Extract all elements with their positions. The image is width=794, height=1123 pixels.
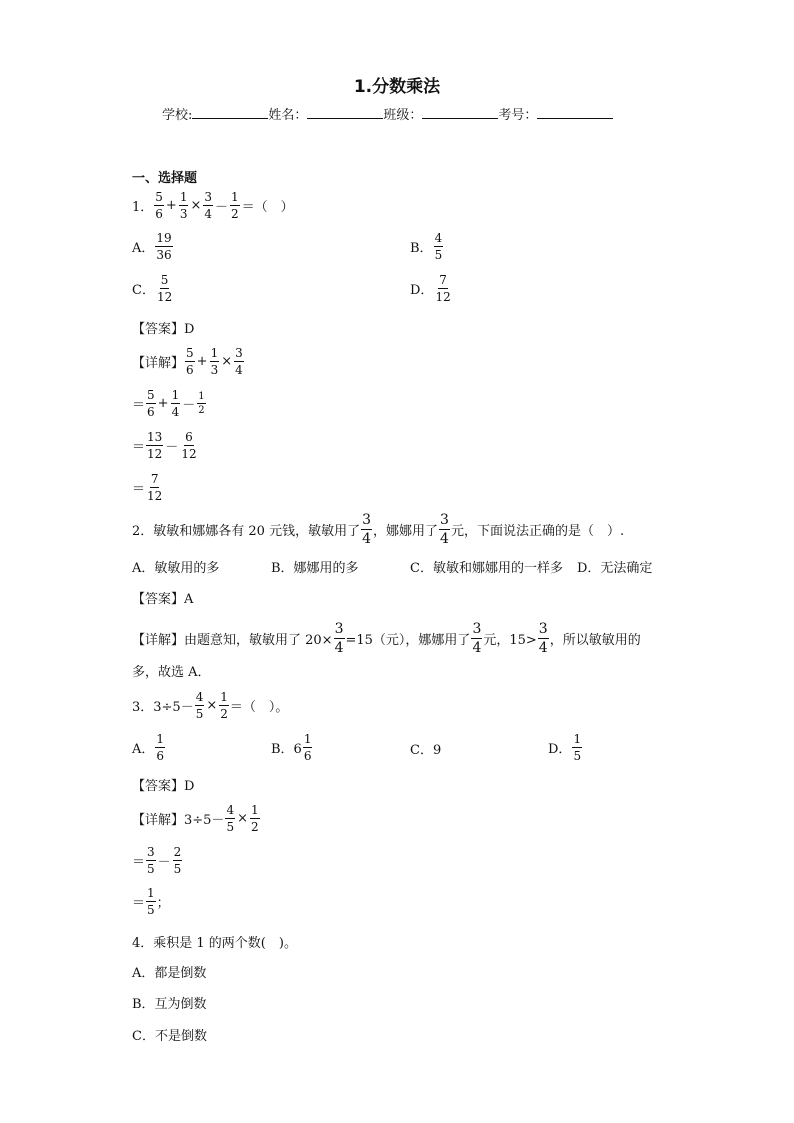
q1-option-d-frac: $\frac{7}{12}$ bbox=[435, 273, 451, 304]
q2-frac-b: $\frac{3}{4}$ bbox=[440, 512, 449, 547]
q1-option-a: A． $\frac{19}{36}$ bbox=[132, 231, 172, 262]
q1-option-c-frac: $\frac{5}{12}$ bbox=[156, 273, 173, 304]
q3-option-c: C．9 bbox=[410, 743, 442, 758]
q4-stem: 4．乘积是 1 的两个数( )。 bbox=[132, 936, 297, 951]
q1-option-b: B． $\frac{4}{5}$ bbox=[410, 231, 443, 262]
number-label: 考号： bbox=[498, 108, 538, 123]
q1-expression bbox=[153, 190, 294, 221]
q1-stem bbox=[132, 190, 295, 221]
fraction: $\frac{3}{4}$ bbox=[235, 346, 243, 377]
fraction: $\frac{5}{6}$ bbox=[155, 190, 163, 221]
q3-frac-b: $\frac{1}{2}$ bbox=[220, 690, 228, 721]
q2-detail-frac-c: $\frac{3}{4}$ bbox=[538, 621, 548, 656]
q1-step2-expression bbox=[145, 430, 199, 461]
page-title: 1.分数乘法 bbox=[353, 77, 441, 97]
fraction: $\frac{6}{12}$ bbox=[181, 430, 197, 461]
name-label: 姓名： bbox=[268, 108, 308, 123]
q1-option-b-frac: $\frac{4}{5}$ bbox=[434, 231, 443, 262]
q3-step1: ＝ $\frac{3}{5}$ － $\frac{2}{5}$ bbox=[132, 845, 182, 876]
q1-option-c: C． $\frac{5}{12}$ bbox=[132, 273, 173, 304]
q3-step2: ＝ $\frac{1}{5}$ ； bbox=[132, 886, 170, 917]
operator: × bbox=[190, 198, 202, 213]
operator: + bbox=[157, 396, 169, 411]
q2-option-c: C．敏敏和娜娜用的一样多 bbox=[410, 561, 563, 576]
fraction: $\frac{1}{3}$ bbox=[210, 346, 219, 377]
section-title: 一、选择题 bbox=[132, 171, 198, 186]
q2-option-d: D．无法确定 bbox=[577, 561, 653, 576]
q1-answer: 【答案】D bbox=[132, 322, 195, 337]
operator: + bbox=[165, 198, 177, 213]
q4-option-a: A．都是倒数 bbox=[132, 966, 207, 981]
q3-option-b: B．6 $\frac{1}{6}$ bbox=[271, 732, 312, 763]
q1-option-d: D． $\frac{7}{12}$ bbox=[410, 273, 451, 304]
q1-number: 1． bbox=[132, 200, 154, 215]
q1-detail: 【详解】 $\frac{5}{6}$ + $\frac{1}{3}$ × $\frac{3}{4}$ bbox=[132, 346, 243, 377]
fraction: $\frac{1}{4}$ bbox=[171, 388, 180, 419]
q1-detail-expression bbox=[184, 346, 245, 377]
number-blank bbox=[537, 106, 613, 119]
q2-stem: 2．敏敏和娜娜各有 20 元钱，敏敏用了 $\frac{3}{4}$ ，娜娜用了 $\frac{3}{4}$ 元，下面说法正确的是（ ）. bbox=[132, 512, 625, 547]
q3-option-d: D． $\frac{1}{5}$ bbox=[548, 732, 582, 763]
fraction: $\frac{1}{2}$ bbox=[231, 190, 239, 221]
q2-detail: 【详解】由题意知，敏敏用了 20× $\frac{3}{4}$ =15（元），娜娜用了 $\frac{3}{4}$ 元，15> $\frac{3}{4}$ ，所以敏敏用的 bbox=[132, 621, 641, 656]
fraction: $\frac{5}{6}$ bbox=[147, 388, 155, 419]
name-blank bbox=[307, 106, 383, 119]
class-label: 班级： bbox=[383, 108, 423, 123]
fraction: $\frac{1}{3}$ bbox=[179, 190, 188, 221]
q3-detail: 【详解】3÷5－ $\frac{4}{5}$ × $\frac{1}{2}$ bbox=[132, 803, 259, 834]
fraction: $\frac{5}{6}$ bbox=[186, 346, 194, 377]
fraction: $\frac{1}{2}$ bbox=[198, 391, 205, 416]
q2-option-a: A．敏敏用的多 bbox=[132, 561, 220, 576]
q3-frac-a: $\frac{4}{5}$ bbox=[195, 690, 204, 721]
q3-stem: 3．3÷5－ $\frac{4}{5}$ × $\frac{1}{2}$ ＝（ ）。 bbox=[132, 690, 289, 721]
q2-option-b: B．娜娜用的多 bbox=[271, 561, 359, 576]
operator: × bbox=[221, 354, 233, 369]
fraction: $\frac{13}{12}$ bbox=[147, 430, 163, 461]
fraction: $\frac{3}{4}$ bbox=[204, 190, 213, 221]
q1-step1: ＝ $\frac{5}{6}$ + $\frac{1}{4}$ － $\frac{1}{2}$ bbox=[132, 388, 205, 419]
q1-step1-expression bbox=[145, 388, 207, 419]
student-info-line bbox=[162, 104, 613, 123]
class-blank bbox=[422, 106, 498, 119]
operator: － bbox=[165, 440, 179, 455]
q4-option-c: C．不是倒数 bbox=[132, 1029, 207, 1044]
q1-step3-frac: $\frac{7}{12}$ bbox=[147, 472, 163, 503]
q3-option-a: A． $\frac{1}{6}$ bbox=[132, 732, 165, 763]
q1-option-a-frac: $\frac{19}{36}$ bbox=[156, 231, 172, 262]
operator: － bbox=[215, 200, 229, 215]
q2-frac-a: $\frac{3}{4}$ bbox=[362, 512, 371, 547]
school-label: 学校: bbox=[162, 108, 193, 123]
q2-detail-line2: 多，故选 A． bbox=[132, 665, 211, 680]
q2-answer: 【答案】A bbox=[132, 592, 194, 607]
school-blank bbox=[192, 106, 268, 119]
operator: + bbox=[196, 354, 208, 369]
q4-option-b: B．互为倒数 bbox=[132, 997, 207, 1012]
operator: － bbox=[182, 398, 196, 413]
q2-detail-frac-a: $\frac{3}{4}$ bbox=[334, 621, 344, 656]
operator: ＝（ ） bbox=[241, 200, 294, 215]
q1-step2: ＝ $\frac{13}{12}$ － $\frac{6}{12}$ bbox=[132, 430, 197, 461]
q3-answer: 【答案】D bbox=[132, 779, 195, 794]
q1-step3: ＝ $\frac{7}{12}$ bbox=[132, 472, 163, 503]
q2-detail-frac-b: $\frac{3}{4}$ bbox=[472, 621, 482, 656]
